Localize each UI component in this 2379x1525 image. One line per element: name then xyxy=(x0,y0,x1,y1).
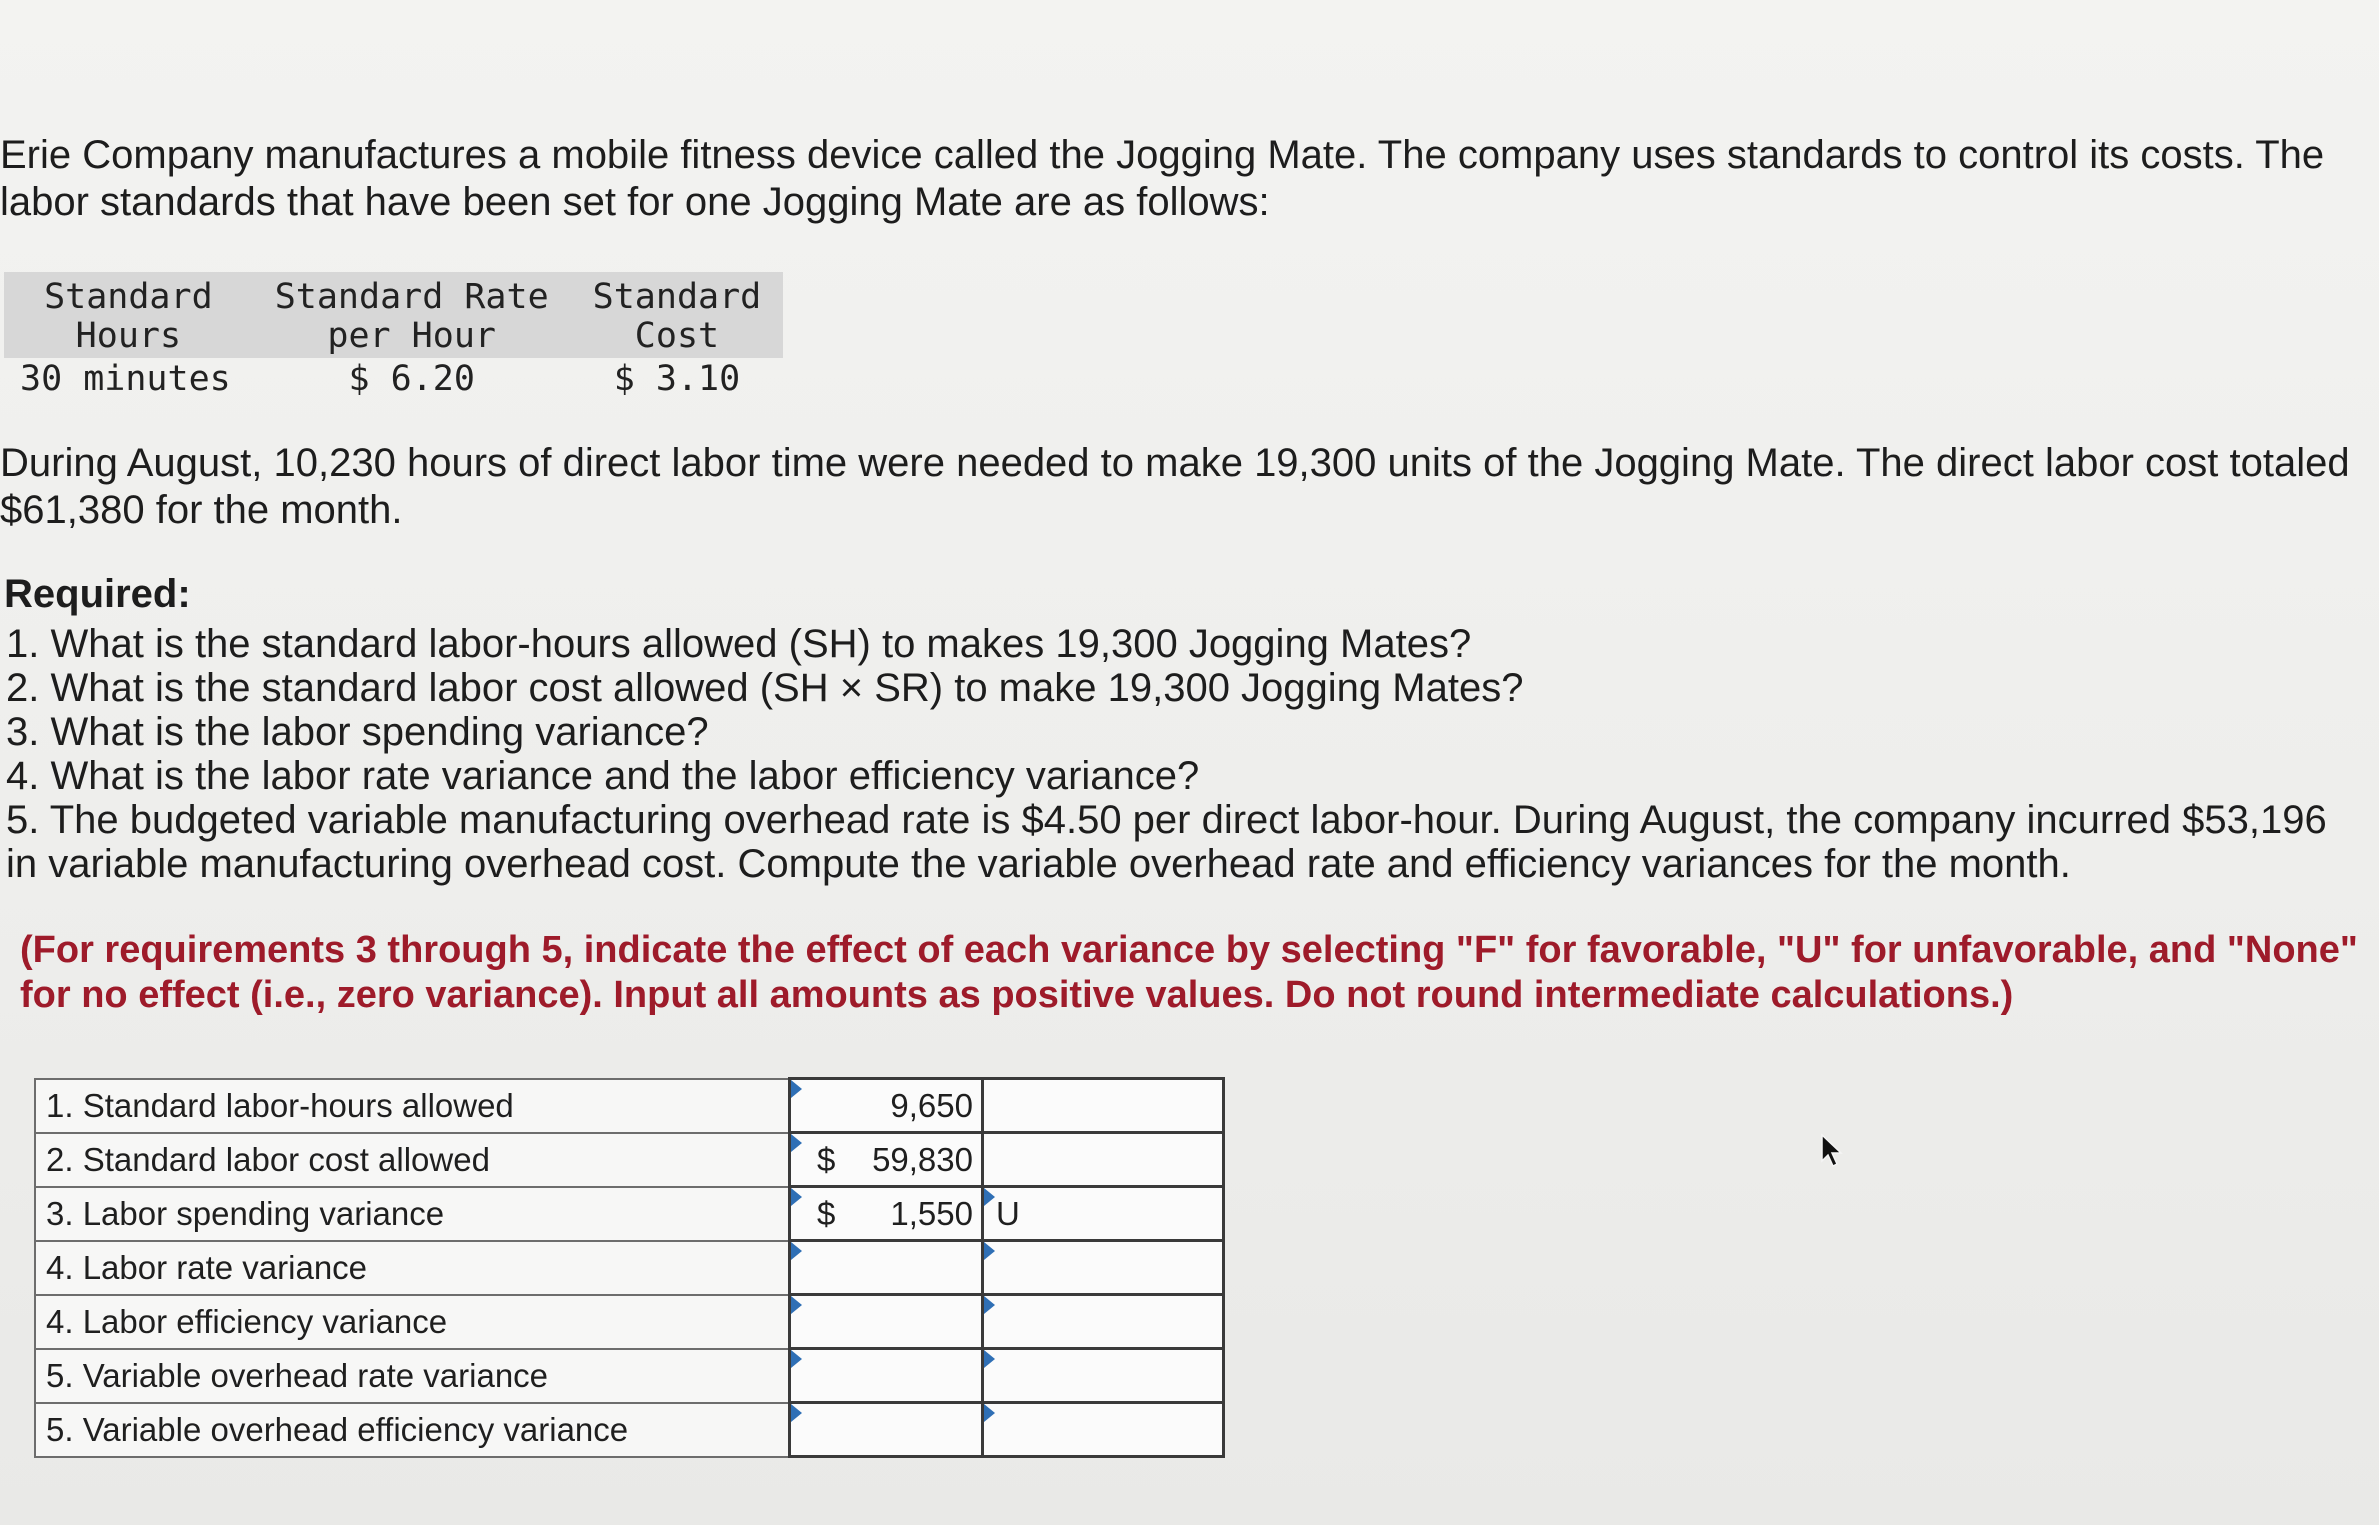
required-item-4: 4. What is the labor rate variance and the labor efficiency variance? xyxy=(6,754,1200,798)
table-row xyxy=(35,1349,1224,1403)
effect-select[interactable] xyxy=(983,1133,1224,1187)
input-marker-icon xyxy=(791,1242,802,1260)
required-heading: Required: xyxy=(4,572,191,616)
value-standard-hours: 30 minutes xyxy=(20,359,231,399)
table-row xyxy=(35,1187,1224,1241)
input-marker-icon xyxy=(791,1296,802,1314)
effect-value xyxy=(984,1141,996,1178)
row-label: 4. Labor efficiency variance xyxy=(35,1295,790,1349)
table-row xyxy=(35,1403,1224,1457)
amount-value: 59,830 xyxy=(872,1140,973,1178)
effect-select[interactable] xyxy=(983,1403,1224,1457)
amount-input[interactable] xyxy=(790,1133,983,1187)
required-item-1: 1. What is the standard labor-hours allowed (SH) to makes 19,300 Jogging Mates? xyxy=(6,622,1472,666)
intro-line-2: labor standards that have been set for one Jogging Mate are as follows: xyxy=(0,180,1270,224)
value-standard-rate: $ 6.20 xyxy=(348,359,475,399)
table-row xyxy=(35,1133,1224,1187)
input-marker-icon xyxy=(791,1188,802,1206)
input-marker-icon xyxy=(984,1404,995,1422)
input-marker-icon xyxy=(791,1080,802,1098)
row-label: 3. Labor spending variance xyxy=(35,1187,790,1241)
required-item-3: 3. What is the labor spending variance? xyxy=(6,710,709,754)
mouse-pointer-icon xyxy=(1820,1133,1846,1174)
amount-input[interactable] xyxy=(790,1295,983,1349)
row-label: 5. Variable overhead efficiency variance xyxy=(35,1403,790,1457)
effect-select[interactable] xyxy=(983,1079,1224,1133)
amount-input[interactable] xyxy=(790,1187,983,1241)
para2-line-1: During August, 10,230 hours of direct labor time were needed to make 19,300 units of the Jogging Mate. The direct labor cost totaled xyxy=(0,441,2350,485)
required-list xyxy=(6,622,2366,886)
effect-value xyxy=(984,1087,996,1124)
row-label: 2. Standard labor cost allowed xyxy=(35,1133,790,1187)
required-item-2: 2. What is the standard labor cost allowed (SH × SR) to make 19,300 Jogging Mates? xyxy=(6,666,1524,710)
table-row xyxy=(35,1241,1224,1295)
amount-input[interactable] xyxy=(790,1241,983,1295)
amount-input[interactable] xyxy=(790,1403,983,1457)
input-marker-icon xyxy=(984,1296,995,1314)
input-marker-icon xyxy=(984,1350,995,1368)
problem-intro xyxy=(0,132,2360,226)
required-item-5: 5. The budgeted variable manufacturing overhead rate is $4.50 per direct labor-hour. During August, the company incurred $53,196 in variable manufacturing overhead cost. Compute the variable overhead rate and efficiency variances for the month. xyxy=(6,798,2327,886)
effect-value: U xyxy=(996,1195,1020,1232)
intro-line-1: Erie Company manufactures a mobile fitness device called the Jogging Mate. The company uses standards to control its costs. The xyxy=(0,133,2325,177)
instructions-note: (For requirements 3 through 5, indicate the effect of each variance by selecting "F" for favorable, "U" for unfavorable, and "None" for no effect (i.e., zero variance). Input all amounts as positive values. Do not round intermediate calculations.) xyxy=(20,929,2358,1016)
effect-select[interactable] xyxy=(983,1349,1224,1403)
labor-standards-table xyxy=(4,272,783,401)
para2-line-2: $61,380 for the month. xyxy=(0,488,403,532)
input-marker-icon xyxy=(984,1242,995,1260)
value-standard-cost: $ 3.10 xyxy=(613,359,741,399)
standards-value-row xyxy=(4,358,783,401)
table-row xyxy=(35,1079,1224,1133)
input-marker-icon xyxy=(984,1188,995,1206)
amount-input[interactable] xyxy=(790,1079,983,1133)
effect-select[interactable] xyxy=(983,1241,1224,1295)
row-label: 1. Standard labor-hours allowed xyxy=(35,1079,790,1133)
august-data-paragraph xyxy=(0,440,2370,534)
input-marker-icon xyxy=(791,1350,802,1368)
table-row xyxy=(35,1295,1224,1349)
input-marker-icon xyxy=(791,1404,802,1422)
standards-header-row xyxy=(4,272,783,358)
currency-symbol: $ xyxy=(817,1140,836,1178)
input-marker-icon xyxy=(791,1134,802,1152)
amount-value: 9,650 xyxy=(890,1086,973,1124)
header-standard-rate: Standard Rate per Hour xyxy=(253,272,571,358)
effect-select[interactable] xyxy=(983,1187,1224,1241)
currency-symbol: $ xyxy=(817,1194,836,1232)
header-standard-cost: Standard Cost xyxy=(571,272,784,358)
row-label: 5. Variable overhead rate variance xyxy=(35,1349,790,1403)
amount-input[interactable] xyxy=(790,1349,983,1403)
header-standard-hours: Standard Hours xyxy=(4,272,253,358)
effect-select[interactable] xyxy=(983,1295,1224,1349)
row-label: 4. Labor rate variance xyxy=(35,1241,790,1295)
answer-table xyxy=(34,1077,1225,1458)
amount-value: 1,550 xyxy=(890,1194,973,1232)
